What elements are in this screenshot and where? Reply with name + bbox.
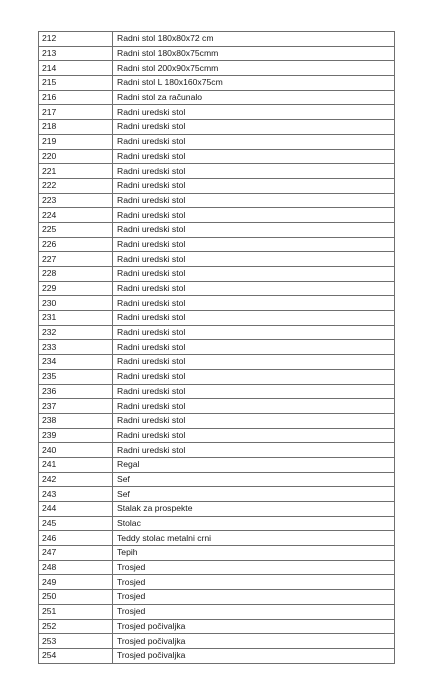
table-row bbox=[39, 311, 395, 326]
item-name-cell: Trosjed bbox=[113, 590, 395, 605]
item-name-cell: Radni uredski stol bbox=[113, 399, 395, 414]
row-number-cell: 225 bbox=[39, 222, 113, 237]
row-number-cell: 238 bbox=[39, 413, 113, 428]
row-number-cell: 240 bbox=[39, 443, 113, 458]
table-row bbox=[39, 413, 395, 428]
row-number-cell: 221 bbox=[39, 164, 113, 179]
row-number-cell: 244 bbox=[39, 502, 113, 517]
row-number-cell: 212 bbox=[39, 32, 113, 47]
table-row bbox=[39, 502, 395, 517]
row-number-cell: 246 bbox=[39, 531, 113, 546]
item-name-cell: Radni uredski stol bbox=[113, 222, 395, 237]
table-row bbox=[39, 619, 395, 634]
item-name-cell: Radni uredski stol bbox=[113, 413, 395, 428]
row-number-cell: 254 bbox=[39, 648, 113, 663]
row-number-cell: 234 bbox=[39, 355, 113, 370]
table-row bbox=[39, 590, 395, 605]
item-name-cell: Radni stol 180x80x75cmm bbox=[113, 46, 395, 61]
item-name-cell: Radni uredski stol bbox=[113, 281, 395, 296]
table-row bbox=[39, 76, 395, 91]
table-row bbox=[39, 134, 395, 149]
row-number-cell: 230 bbox=[39, 296, 113, 311]
row-number-cell: 224 bbox=[39, 208, 113, 223]
item-name-cell: Teddy stolac metalni crni bbox=[113, 531, 395, 546]
item-name-cell: Tepih bbox=[113, 546, 395, 561]
row-number-cell: 231 bbox=[39, 311, 113, 326]
table-row bbox=[39, 384, 395, 399]
table-row bbox=[39, 369, 395, 384]
row-number-cell: 229 bbox=[39, 281, 113, 296]
item-name-cell: Radni stol za računalo bbox=[113, 90, 395, 105]
table-row bbox=[39, 61, 395, 76]
table-row bbox=[39, 560, 395, 575]
item-name-cell: Radni uredski stol bbox=[113, 237, 395, 252]
item-name-cell: Trosjed počivaljka bbox=[113, 634, 395, 649]
item-name-cell: Radni uredski stol bbox=[113, 355, 395, 370]
item-name-cell: Stalak za prospekte bbox=[113, 502, 395, 517]
table-row bbox=[39, 32, 395, 47]
table-row bbox=[39, 472, 395, 487]
row-number-cell: 245 bbox=[39, 516, 113, 531]
row-number-cell: 235 bbox=[39, 369, 113, 384]
item-name-cell: Radni uredski stol bbox=[113, 325, 395, 340]
item-name-cell: Radni stol L 180x160x75cm bbox=[113, 76, 395, 91]
table-row bbox=[39, 516, 395, 531]
table-row bbox=[39, 149, 395, 164]
item-name-cell: Radni uredski stol bbox=[113, 178, 395, 193]
item-name-cell: Trosjed bbox=[113, 575, 395, 590]
item-name-cell: Radni stol 180x80x72 cm bbox=[113, 32, 395, 47]
row-number-cell: 248 bbox=[39, 560, 113, 575]
row-number-cell: 223 bbox=[39, 193, 113, 208]
row-number-cell: 250 bbox=[39, 590, 113, 605]
table-row bbox=[39, 443, 395, 458]
item-name-cell: Radni uredski stol bbox=[113, 384, 395, 399]
item-name-cell: Radni stol 200x90x75cmm bbox=[113, 61, 395, 76]
item-name-cell: Radni uredski stol bbox=[113, 296, 395, 311]
item-name-cell: Trosjed bbox=[113, 604, 395, 619]
row-number-cell: 220 bbox=[39, 149, 113, 164]
item-name-cell: Radni uredski stol bbox=[113, 120, 395, 135]
row-number-cell: 243 bbox=[39, 487, 113, 502]
item-name-cell: Radni uredski stol bbox=[113, 134, 395, 149]
row-number-cell: 239 bbox=[39, 428, 113, 443]
table-row bbox=[39, 120, 395, 135]
table-row bbox=[39, 90, 395, 105]
table-row bbox=[39, 428, 395, 443]
item-name-cell: Radni uredski stol bbox=[113, 369, 395, 384]
table-row bbox=[39, 457, 395, 472]
table-row bbox=[39, 281, 395, 296]
table-row bbox=[39, 340, 395, 355]
inventory-table bbox=[38, 31, 395, 664]
row-number-cell: 247 bbox=[39, 546, 113, 561]
inventory-table-body bbox=[39, 32, 395, 664]
row-number-cell: 217 bbox=[39, 105, 113, 120]
item-name-cell: Radni uredski stol bbox=[113, 149, 395, 164]
row-number-cell: 215 bbox=[39, 76, 113, 91]
item-name-cell: Radni uredski stol bbox=[113, 428, 395, 443]
row-number-cell: 242 bbox=[39, 472, 113, 487]
item-name-cell: Radni uredski stol bbox=[113, 340, 395, 355]
item-name-cell: Stolac bbox=[113, 516, 395, 531]
row-number-cell: 251 bbox=[39, 604, 113, 619]
table-row bbox=[39, 178, 395, 193]
item-name-cell: Radni uredski stol bbox=[113, 311, 395, 326]
item-name-cell: Trosjed počivaljka bbox=[113, 648, 395, 663]
table-row bbox=[39, 296, 395, 311]
row-number-cell: 237 bbox=[39, 399, 113, 414]
item-name-cell: Radni uredski stol bbox=[113, 443, 395, 458]
table-row bbox=[39, 399, 395, 414]
row-number-cell: 241 bbox=[39, 457, 113, 472]
row-number-cell: 219 bbox=[39, 134, 113, 149]
row-number-cell: 227 bbox=[39, 252, 113, 267]
row-number-cell: 228 bbox=[39, 267, 113, 282]
table-row bbox=[39, 222, 395, 237]
item-name-cell: Radni uredski stol bbox=[113, 208, 395, 223]
row-number-cell: 232 bbox=[39, 325, 113, 340]
table-row bbox=[39, 267, 395, 282]
table-row bbox=[39, 531, 395, 546]
item-name-cell: Radni uredski stol bbox=[113, 267, 395, 282]
table-row bbox=[39, 648, 395, 663]
row-number-cell: 218 bbox=[39, 120, 113, 135]
item-name-cell: Radni uredski stol bbox=[113, 252, 395, 267]
row-number-cell: 233 bbox=[39, 340, 113, 355]
table-row bbox=[39, 164, 395, 179]
table-row bbox=[39, 634, 395, 649]
row-number-cell: 252 bbox=[39, 619, 113, 634]
item-name-cell: Radni uredski stol bbox=[113, 164, 395, 179]
table-row bbox=[39, 325, 395, 340]
row-number-cell: 214 bbox=[39, 61, 113, 76]
table-row bbox=[39, 575, 395, 590]
item-name-cell: Regal bbox=[113, 457, 395, 472]
row-number-cell: 216 bbox=[39, 90, 113, 105]
table-row bbox=[39, 252, 395, 267]
table-row bbox=[39, 487, 395, 502]
table-row bbox=[39, 237, 395, 252]
item-name-cell: Trosjed počivaljka bbox=[113, 619, 395, 634]
item-name-cell: Radni uredski stol bbox=[113, 105, 395, 120]
table-row bbox=[39, 604, 395, 619]
row-number-cell: 213 bbox=[39, 46, 113, 61]
table-row bbox=[39, 546, 395, 561]
row-number-cell: 253 bbox=[39, 634, 113, 649]
item-name-cell: Sef bbox=[113, 472, 395, 487]
table-row bbox=[39, 193, 395, 208]
item-name-cell: Trosjed bbox=[113, 560, 395, 575]
table-row bbox=[39, 355, 395, 370]
table-row bbox=[39, 46, 395, 61]
row-number-cell: 226 bbox=[39, 237, 113, 252]
item-name-cell: Sef bbox=[113, 487, 395, 502]
item-name-cell: Radni uredski stol bbox=[113, 193, 395, 208]
table-row bbox=[39, 208, 395, 223]
table-row bbox=[39, 105, 395, 120]
row-number-cell: 222 bbox=[39, 178, 113, 193]
row-number-cell: 236 bbox=[39, 384, 113, 399]
row-number-cell: 249 bbox=[39, 575, 113, 590]
